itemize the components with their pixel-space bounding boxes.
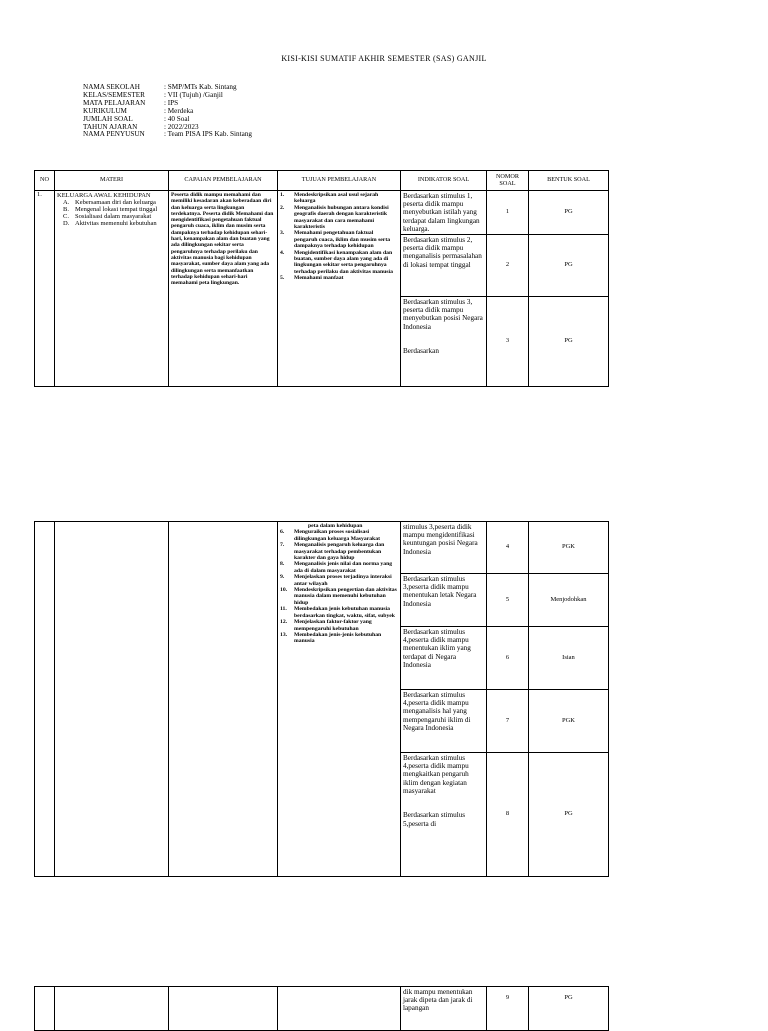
header-tujuan: TUJUAN PEMBELAJARAN xyxy=(278,171,401,191)
cell-nomor: 2 xyxy=(487,235,529,297)
list-item: C. Sosialisasi dalam masyarakat xyxy=(63,213,152,220)
info-key: JUMLAH SOAL xyxy=(83,114,133,123)
list-item: A. Kebersamaan diri dan keluarga xyxy=(63,199,156,206)
cell-nomor: 7 xyxy=(487,690,529,753)
cell-indikator: Berdasarkan stimulus 2, peserta didik mampu menganalisis permasalahan di lokasi tempat tinggal xyxy=(401,235,487,297)
cell-nomor: 3 xyxy=(487,297,529,387)
info-value: : Team PISA IPS Kab. Sintang xyxy=(164,130,253,139)
list-item: 8. Menganalisis jenis nilai dan norma yang ada di dalam masyarakat xyxy=(280,561,393,574)
cell-indikator: Berdasarkan stimulus 1, peserta didik mampu menyebutkan istilah yang terdapat dalam lingkungan keluarga. xyxy=(401,191,487,235)
cell-bentuk: PG xyxy=(529,987,609,1031)
cell-nomor: 1 xyxy=(487,191,529,235)
list-item: 11. Membedakan jenis kebutuhan manusia berdasarkan tingkat, waktu, sifat, subyek xyxy=(280,606,395,619)
list-item: 1. Mendeskripsikan asal usul sejarah keluarga xyxy=(280,192,379,205)
list-item: D. Aktivitas memenuhi kebutuhan xyxy=(63,220,157,227)
tujuan-continued: peta dalam kehidupan xyxy=(308,523,363,529)
materi-title: KELUARGA AWAL KEHIDUPAN xyxy=(57,192,151,199)
cell-no: 1. xyxy=(35,191,55,387)
cell-nomor: 9 xyxy=(487,987,529,1031)
list-item: B. Mengenal lokasi tempat tinggal xyxy=(63,206,158,213)
cell-indikator: Berdasarkan stimulus 4,peserta didik mampu mengkaitkan pengaruh iklim dengan kegiatan masyarakat Berdasarkan stimulus 5,peserta di xyxy=(401,753,487,877)
info-key: TAHUN AJARAN xyxy=(83,122,138,131)
document-title: KISI-KISI SUMATIF AKHIR SEMESTER (SAS) GANJIL xyxy=(281,54,487,63)
info-value: : 2022/2023 xyxy=(164,122,199,131)
info-key: NAMA PENYUSUN xyxy=(83,130,145,139)
info-key: KURIKULUM xyxy=(83,106,127,115)
info-value: : 40 Soal xyxy=(164,114,190,123)
info-key: MATA PELAJARAN xyxy=(83,98,146,107)
header-no: NO xyxy=(35,171,55,191)
list-item: 9. Menjelaskan proses terjadinya interaksi antar wilayah xyxy=(280,574,392,587)
cell-indikator: dik mampu menentukan jarak dipeta dan jarak di lapangan xyxy=(401,987,487,1031)
cell-indikator: stimulus 3,peserta didik mampu mengidentifikasi keuntungan posisi Negara Indonesia xyxy=(401,522,487,574)
header-indikator: INDIKATOR SOAL xyxy=(401,171,487,191)
header-capaian: CAPAIAN PEMBELAJARAN xyxy=(169,171,278,191)
table-row xyxy=(35,522,609,574)
cell-bentuk: PG xyxy=(529,235,609,297)
cell-indikator: Berdasarkan stimulus 4,peserta didik mampu menganalisis hal yang mempengaruhi iklim di Negara Indonesia xyxy=(401,690,487,753)
info-value: : SMP/MTs Kab. Sintang xyxy=(164,83,237,91)
cell-tujuan xyxy=(278,191,401,387)
header-bentuk: BENTUK SOAL xyxy=(529,171,609,191)
kisi-kisi-table-page-1 xyxy=(34,170,609,387)
cell-nomor: 6 xyxy=(487,627,529,690)
list-item: 13. Membedakan jenis-jenis kebutuhan manusia xyxy=(280,631,382,645)
list-item: 3. Memahami pengetahuan faktual pengaruh cuaca, iklim dan musim serta dampaknya terhadap kehidupan xyxy=(280,230,391,250)
cell-nomor: 8 xyxy=(487,753,529,877)
info-key: KELAS/SEMESTER xyxy=(83,90,145,99)
table-row xyxy=(35,191,609,235)
list-item: 10. Mendeskripsikan pengertian dan aktivitas manusia dalam memenuhi kebutuhan hidup xyxy=(280,587,397,606)
header-materi: MATERI xyxy=(55,171,169,191)
info-value: : VII (Tujuh) /Ganjil xyxy=(164,90,223,99)
cell-indikator: Berdasarkan stimulus 3, peserta didik mampu menyebutkan posisi Negara Indonesia Berdasarkan xyxy=(401,297,487,387)
kisi-kisi-table-page-2 xyxy=(34,521,609,877)
cell-materi xyxy=(55,522,169,877)
cell-no xyxy=(35,522,55,877)
cell-bentuk: PGK xyxy=(529,690,609,753)
cell-indikator: Berdasarkan stimulus 4,peserta didik mampu menentukan iklim yang terdapat di Negara Indonesia xyxy=(401,627,487,690)
cell-nomor: 5 xyxy=(487,574,529,627)
list-item: 7. Menganalisis pengaruh keluarga dan masyarakat terhadap pembentukan karakter dan gaya hidup xyxy=(280,542,385,562)
cell-bentuk: PG xyxy=(529,753,609,877)
cell-materi xyxy=(55,191,169,387)
cell-bentuk: PGK xyxy=(529,522,609,574)
header-nomor: NOMOR SOAL xyxy=(487,171,529,191)
cell-capaian: Peserta didik mampu memahami dan memiliki kesadaran akan keberadaan diri dan keluarga serta lingkungan terdekatnya. Peserta didik Memahami dan mengidentifikasi pengetahuan faktual pengaruh cuaca, iklim dan musim serta dampaknya terhadap kehidupan sehari-hari, kenampakan alam dan buatan yang ada dilingkungan sekitar serta pengaruhnya terhadap perilaku dan aktivitas manusia bagi kehidupan masyarakat, sumber daya alam yang ada dilingkungan serta memanfaatkan terhadap kehidupan sehari-hari memahami peta lingkungan. xyxy=(169,191,278,387)
list-item: 5. Memahami manfaat xyxy=(280,275,344,282)
list-item: 6. Menguraikan proses sosialisasi dilingkungan keluarga Masyarakat xyxy=(280,529,380,542)
info-value: : Merdeka xyxy=(164,106,194,115)
list-item: 4. Mengidentifikasi kenampakan alam dan buatan, sumber daya alam yang ada di lingkungan sekitar serta pengaruhnya terhadap perilaku dan aktivitas manusia xyxy=(280,249,393,275)
list-item: 12. Menjelaskan faktor-faktor yang mempengaruhi kebutuhan xyxy=(280,619,372,632)
table-header-row xyxy=(35,171,609,191)
cell-capaian xyxy=(169,522,278,877)
info-row xyxy=(83,131,252,139)
cell-tujuan xyxy=(278,522,401,877)
info-key: NAMA SEKOLAH xyxy=(83,83,140,91)
list-item: 2. Menganalisis hubungan antara kondisi geografis daerah dengan karakteristik masyarakat dan cara memahami karakteristis xyxy=(280,204,389,231)
document-info xyxy=(83,84,252,139)
cell-nomor: 4 xyxy=(487,522,529,574)
info-value: : IPS xyxy=(164,98,179,107)
cell-bentuk: Menjodohkan xyxy=(529,574,609,627)
kisi-kisi-table-page-3 xyxy=(34,986,609,1031)
cell-indikator: Berdasarkan stimulus 3,peserta didik mampu menentukan letak Negara Indonesia xyxy=(401,574,487,627)
cell-bentuk: PG xyxy=(529,297,609,387)
cell-bentuk: Isian xyxy=(529,627,609,690)
cell-bentuk: PG xyxy=(529,191,609,235)
